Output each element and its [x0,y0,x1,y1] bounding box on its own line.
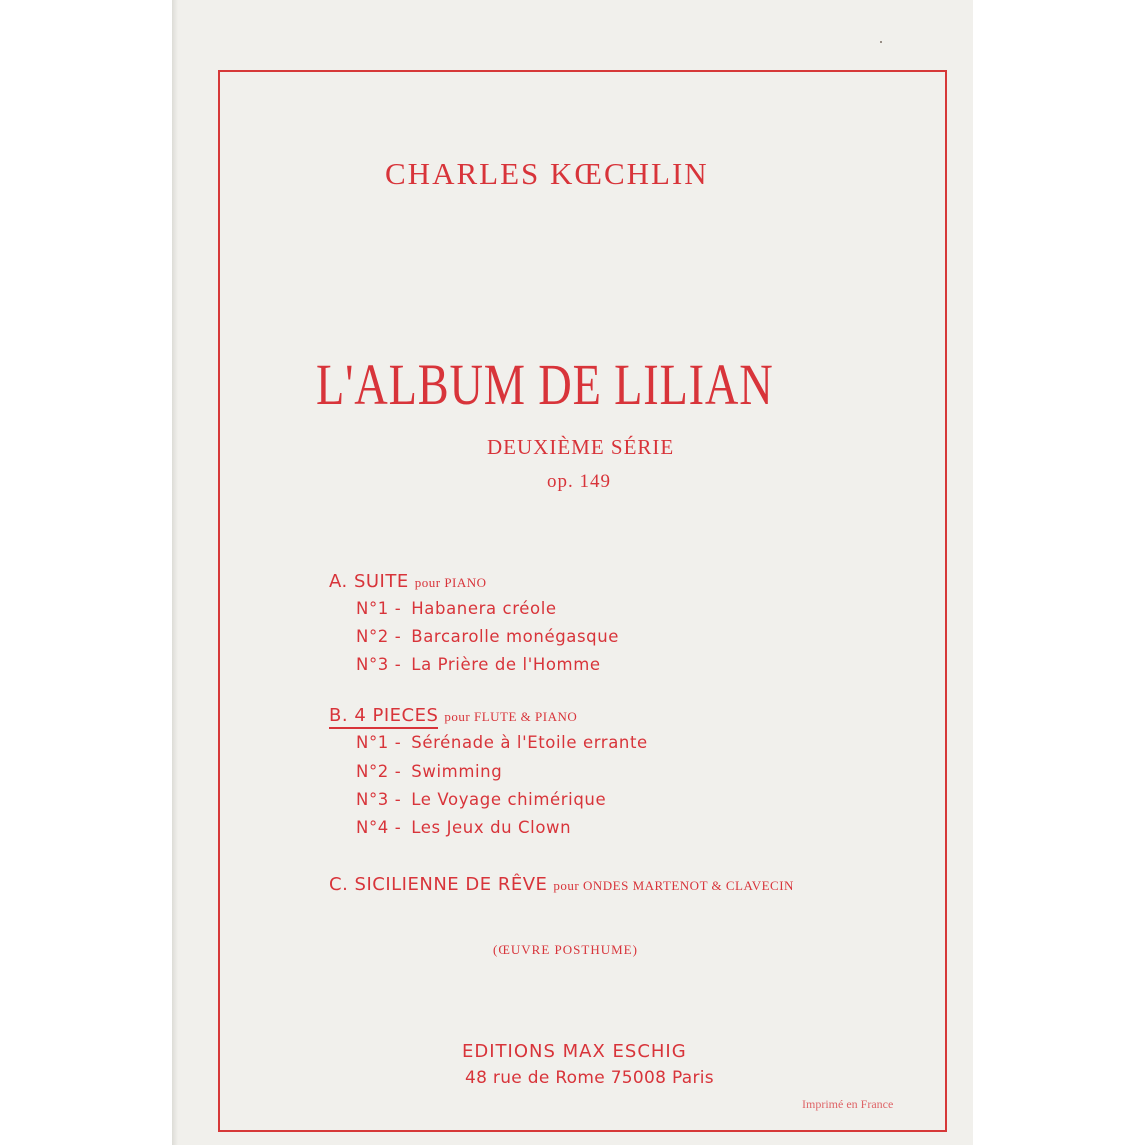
section-b-instrumentation: pour FLUTE & PIANO [444,709,578,724]
section-b-name: 4 PIECES [354,705,439,726]
item-number: N°4 - [356,818,402,837]
list-item [356,735,648,752]
section-b-title [329,705,438,729]
item-number: N°1 - [356,599,402,618]
printed-in-france: Imprimé en France [802,1097,894,1111]
opus-number: op. 149 [547,471,611,492]
item-number: N°2 - [356,762,402,781]
album-title: L'ALBUM DE LILIAN [316,352,774,417]
posthumous-note: (ŒUVRE POSTHUME) [493,942,638,957]
section-a-instrumentation: pour PIANO [414,575,487,590]
list-item [356,601,557,618]
item-title: Habanera créole [411,599,557,618]
section-b-letter: B. [329,705,349,726]
list-item [356,820,571,837]
section-c-letter: C. [329,874,349,895]
item-title: La Prière de l'Homme [411,655,601,674]
item-title: Sérénade à l'Etoile errante [411,733,648,752]
item-title: Swimming [411,762,503,781]
page-edge-shadow [172,0,178,1145]
section-c-instrumentation: pour ONDES MARTENOT & CLAVECIN [553,878,794,893]
item-number: N°3 - [356,655,402,674]
publisher-address: 48 rue de Rome 75008 Paris [465,1068,714,1088]
section-a-name: SUITE [353,571,409,592]
section-a-letter: A. [329,571,348,592]
list-item [356,629,619,646]
item-title: Barcarolle monégasque [411,627,620,646]
composer-name: CHARLES KŒCHLIN [385,156,709,191]
publisher-name: EDITIONS MAX ESCHIG [462,1041,687,1062]
paper-speck [880,41,882,43]
item-title: Les Jeux du Clown [411,818,572,837]
red-border-frame [218,70,947,1132]
item-number: N°2 - [356,627,402,646]
series-subtitle: DEUXIÈME SÉRIE [487,435,675,459]
section-b-heading [329,707,577,725]
list-item [356,792,606,809]
item-number: N°3 - [356,790,402,809]
item-number: N°1 - [356,733,402,752]
list-item [356,657,601,674]
list-item [356,764,502,781]
item-title: Le Voyage chimérique [411,790,607,809]
section-c-name: SICILIENNE DE RÊVE [354,874,548,895]
section-a-heading [329,573,487,591]
section-c-heading [329,876,794,894]
